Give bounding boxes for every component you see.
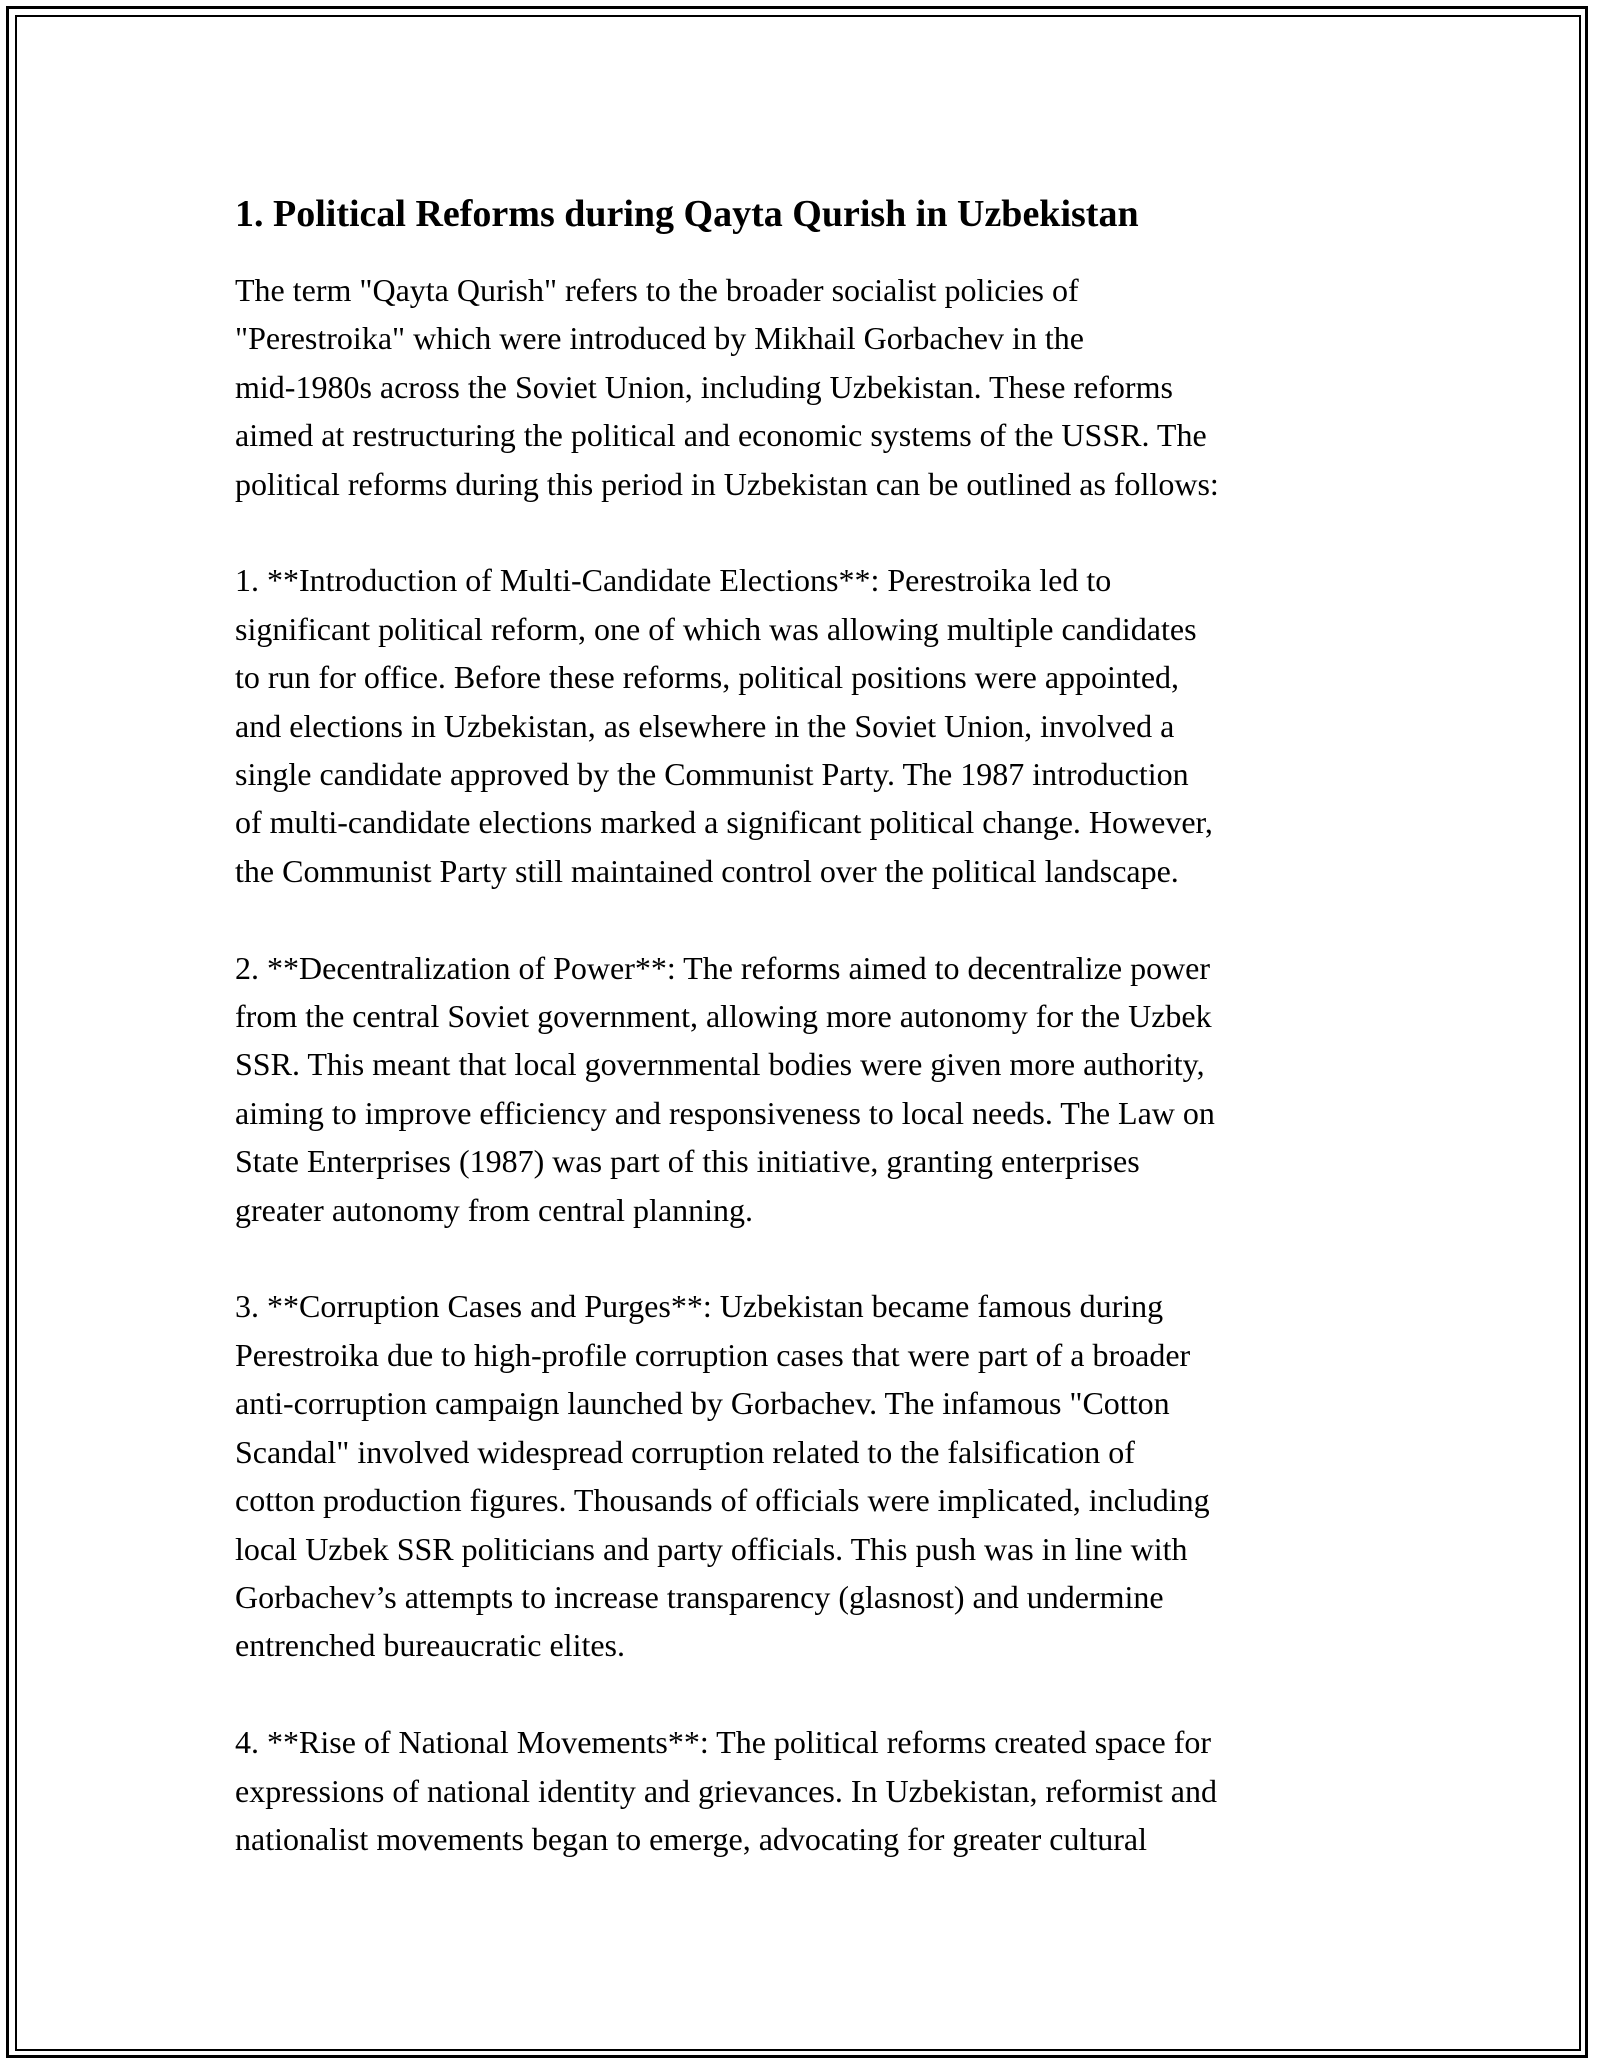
text-line: and elections in Uzbekistan, as elsewhere in the Soviet Union, involved a bbox=[235, 707, 1175, 744]
text-line: aiming to improve efficiency and responsiveness to local needs. The Law on bbox=[235, 1094, 1215, 1131]
paragraph-decentralization bbox=[235, 944, 1375, 1234]
text-line: 3. **Corruption Cases and Purges**: Uzbekistan became famous during bbox=[235, 1288, 1164, 1325]
text-line: nationalist movements began to emerge, advocating for greater cultural bbox=[235, 1820, 1147, 1857]
paragraph-national-movements bbox=[235, 1718, 1375, 1863]
text-line: aimed at restructuring the political and economic systems of the USSR. The bbox=[235, 417, 1207, 454]
text-line: the Communist Party still maintained control over the political landscape. bbox=[235, 852, 1179, 889]
text-line: 4. **Rise of National Movements**: The political reforms created space for bbox=[235, 1724, 1211, 1761]
text-line: greater autonomy from central planning. bbox=[235, 1191, 754, 1228]
text-line: to run for office. Before these reforms, political positions were appointed, bbox=[235, 659, 1180, 696]
text-line: entrenched bureaucratic elites. bbox=[235, 1627, 625, 1664]
text-line: single candidate approved by the Communist Party. The 1987 introduction bbox=[235, 756, 1189, 793]
text-line: anti-corruption campaign launched by Gorbachev. The infamous "Cotton bbox=[235, 1385, 1170, 1422]
paragraph-corruption-cases bbox=[235, 1282, 1375, 1669]
text-line: mid-1980s across the Soviet Union, including Uzbekistan. These reforms bbox=[235, 368, 1173, 405]
paragraph-intro bbox=[235, 266, 1375, 508]
text-line: Gorbachev’s attempts to increase transparency (glasnost) and undermine bbox=[235, 1578, 1164, 1615]
document-body bbox=[235, 186, 1375, 1912]
text-line: political reforms during this period in Uzbekistan can be outlined as follows: bbox=[235, 465, 1219, 502]
text-line: Scandal" involved widespread corruption related to the falsification of bbox=[235, 1433, 1135, 1470]
text-line: of multi-candidate elections marked a significant political change. However, bbox=[235, 804, 1213, 841]
document-title: 1. Political Reforms during Qayta Qurish in Uzbekistan bbox=[235, 193, 1139, 235]
text-line: expressions of national identity and grievances. In Uzbekistan, reformist and bbox=[235, 1772, 1217, 1809]
text-line: State Enterprises (1987) was part of this initiative, granting enterprises bbox=[235, 1143, 1140, 1180]
text-line: 2. **Decentralization of Power**: The reforms aimed to decentralize power bbox=[235, 949, 1211, 986]
text-line: SSR. This meant that local governmental bodies were given more authority, bbox=[235, 1046, 1205, 1083]
text-line: "Perestroika" which were introduced by Mikhail Gorbachev in the bbox=[235, 320, 1084, 357]
text-line: The term "Qayta Qurish" refers to the broader socialist policies of bbox=[235, 272, 1079, 308]
text-line: local Uzbek SSR politicians and party officials. This push was in line with bbox=[235, 1530, 1188, 1567]
text-line: 1. **Introduction of Multi-Candidate Elections**: Perestroika led to bbox=[235, 562, 1112, 599]
text-line: cotton production figures. Thousands of officials were implicated, including bbox=[235, 1482, 1210, 1519]
text-line: from the central Soviet government, allowing more autonomy for the Uzbek bbox=[235, 998, 1212, 1035]
paragraph-multi-candidate-elections bbox=[235, 556, 1375, 895]
text-line: significant political reform, one of which was allowing multiple candidates bbox=[235, 610, 1197, 647]
text-line: Perestroika due to high-profile corruption cases that were part of a broader bbox=[235, 1336, 1191, 1373]
